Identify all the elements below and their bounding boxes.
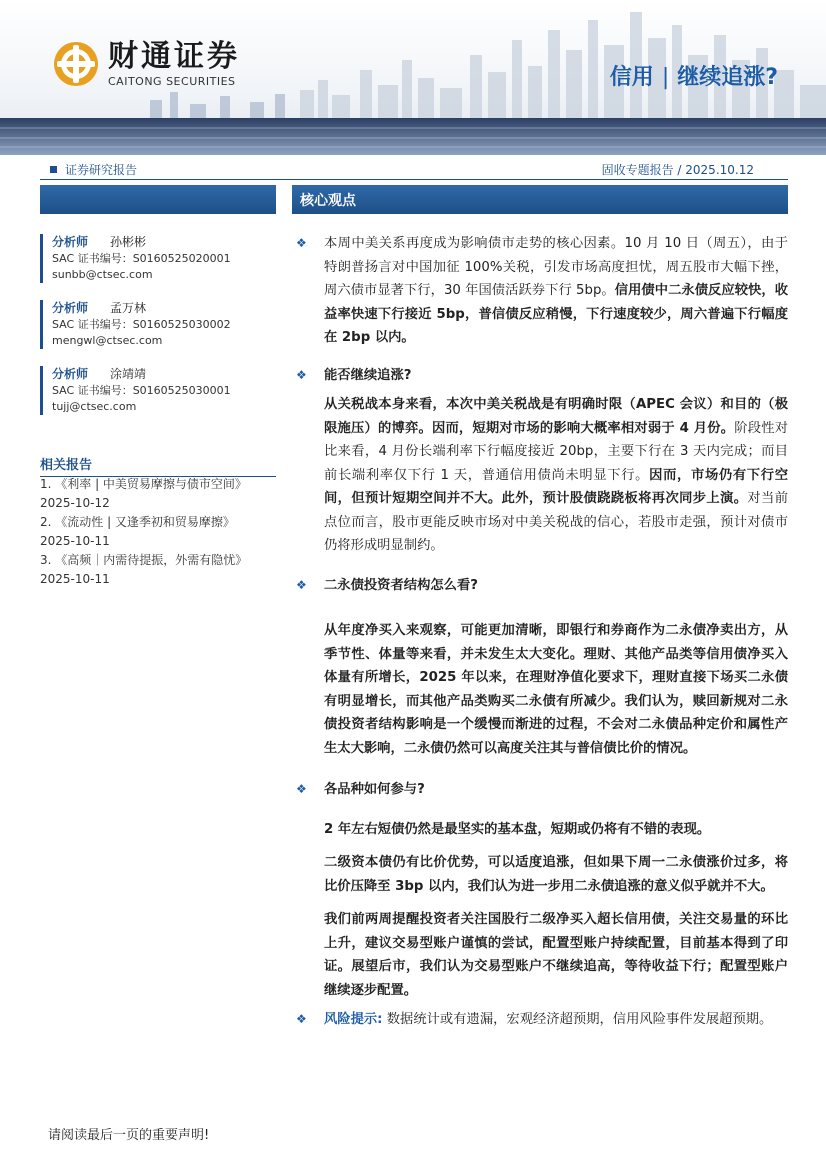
related-reports-list <box>40 475 276 589</box>
report-title-topic: 信用 <box>609 65 654 90</box>
answer-paragraph <box>292 619 788 760</box>
core-views-body <box>292 232 788 1046</box>
report-type-text: 证券研究报告 <box>65 163 138 177</box>
question-text: 各品种如何参与? <box>324 782 425 797</box>
related-report-date: 2025-10-11 <box>40 534 110 548</box>
analyst-card <box>40 300 276 349</box>
question-heading <box>292 364 788 388</box>
report-category-date: 固收专题报告 / 2025.10.12 <box>601 163 754 177</box>
analyst-name: 孙彬彬 <box>110 235 147 249</box>
risk-label: 风险提示: <box>324 1012 383 1027</box>
related-report-title[interactable]: 3. 《高频｜内需待提振，外需有隐忧》 <box>40 553 248 567</box>
answer-bold-text: 因而，市场仍有下行空间，但预计短期空间并不大。此外，预计股债跷跷板将再次同步上演。 <box>324 467 788 506</box>
answer-text: 阶段性对比来看，4 月份长端利率下行幅度接近 20bp，主要下行在 3 天内完成；而目前长端利率仅下行 1 天，普通信用债尚未明显下行。 <box>324 420 788 483</box>
related-reports-title: 相关报告 <box>40 454 276 477</box>
answer-paragraph <box>292 851 788 898</box>
answer-paragraph <box>292 818 788 842</box>
related-report-date: 2025-10-11 <box>40 572 110 586</box>
summary-text: 本周中美关系再度成为影响债市走势的核心因素。10 月 10 日（周五），由于特朗普扬言对中国加征 100%关税，引发市场高度担忧，周五股市大幅下挫，周六债市显著下行，30 年国债活跃券下行 5bp。 <box>324 236 788 298</box>
analyst-role: 分析师 <box>52 235 89 249</box>
question-heading <box>292 778 788 802</box>
question-text: 能否继续追涨? <box>324 367 412 383</box>
report-title-separator: | <box>661 65 670 90</box>
answer-paragraph <box>292 393 788 558</box>
analyst-card <box>40 234 276 283</box>
related-report-item[interactable] <box>40 475 276 513</box>
answer-bold-text: 从年度净买入来观察，可能更加清晰，即银行和券商作为二永债净卖出方，从季节性、体量等来看，并未发生太大变化。理财、其他产品类等信用债净买入体量有所增长，2025 年以来，在理财净值化要求下，理财直接下场买二永债有明显增长，而其他产品类购买二永债有所减少。我们认为，赎回新规对二永债投资者结构影响是一个缓慢而渐进的过程，不会对二永债品种定价和属性产生太大影响，二永债仍然可以高度关注其与普信债比价的情况。 <box>324 623 788 756</box>
diamond-bullet-icon: ❖ <box>296 782 307 796</box>
diamond-bullet-icon: ❖ <box>296 1012 307 1026</box>
header-banner <box>0 0 826 155</box>
analyst-name: 孟万林 <box>110 301 147 315</box>
related-report-title[interactable]: 1. 《利率 | 中美贸易摩擦与债市空间》 <box>40 477 247 491</box>
sidebar-header-bar <box>40 185 276 214</box>
summary-paragraph <box>292 232 788 350</box>
analyst-name: 涂靖靖 <box>110 367 147 381</box>
summary-bold-text: 信用债中二永债反应较快，收益率快速下行接近 5bp，普信债反应稍慢，下行速度较少，周六普遍下行幅度在 2bp 以内。 <box>324 283 789 345</box>
analyst-sac: SAC 证书编号：S0160525030001 <box>52 384 231 397</box>
square-bullet-icon <box>50 166 57 173</box>
core-views-heading: 核心观点 <box>292 185 788 214</box>
diamond-bullet-icon: ❖ <box>296 577 307 592</box>
answer-bold-text: 从关税战本身来看，本次中美关税战是有明确时限（APEC 会议）和目的（极限施压）的博弈。因而，短期对市场的影响大概率相对弱于 4 月份。 <box>324 397 788 436</box>
report-title <box>610 60 778 91</box>
logo-chinese-name: 财通证券 <box>108 38 240 74</box>
risk-text: 数据统计或有遗漏，宏观经济超预期，信用风险事件发展超预期。 <box>386 1012 773 1027</box>
answer-bold-text: 我们前两周提醒投资者关注国股行二级净买入超长信用债，关注交易量的环比上升，建议交易型账户谨慎的尝试，配置型账户持续配置，目前基本得到了印证。展望后市，我们认为交易型账户不继续追高，等待收益下行；配置型账户继续逐步配置。 <box>324 912 788 998</box>
analyst-email: mengwl@ctsec.com <box>52 334 163 347</box>
diamond-bullet-icon: ❖ <box>296 236 307 250</box>
related-report-title[interactable]: 2. 《流动性 | 又逢季初和贸易摩擦》 <box>40 515 235 529</box>
analyst-email: tujj@ctsec.com <box>52 400 137 413</box>
related-report-item[interactable] <box>40 513 276 551</box>
question-heading <box>292 574 788 598</box>
answer-bold-text: 二级资本债仍有比价优势，可以适度追涨，但如果下周一二永债涨价过多，将比价压降至 3bp 以内，我们认为进一步用二永债追涨的意义似乎就并不大。 <box>324 855 788 894</box>
risk-warning <box>292 1008 788 1032</box>
analyst-card <box>40 366 276 415</box>
report-type-label <box>50 161 137 178</box>
disclaimer-notice: 请阅读最后一页的重要声明! <box>48 1128 210 1143</box>
analyst-email: sunbb@ctsec.com <box>52 268 153 281</box>
analyst-role: 分析师 <box>52 367 89 381</box>
report-title-main: 继续追涨? <box>677 65 778 90</box>
question-text: 二永债投资者结构怎么看? <box>324 577 478 593</box>
related-report-date: 2025-10-12 <box>40 496 110 510</box>
header-divider <box>40 179 788 180</box>
analyst-sac: SAC 证书编号：S0160525020001 <box>52 252 231 265</box>
company-logo <box>52 40 240 88</box>
answer-text: 对当前点位而言，股市更能反映市场对中美关税战的信心，若股市走强，预计对债市仍将形成明显制约。 <box>324 491 789 553</box>
logo-emblem-icon <box>52 40 100 88</box>
logo-english-name: CAITONG SECURITIES <box>108 74 236 88</box>
answer-paragraph <box>292 908 788 1002</box>
diamond-bullet-icon: ❖ <box>296 367 307 382</box>
analyst-role: 分析师 <box>52 301 89 315</box>
answer-bold-text: 2 年左右短债仍然是最坚实的基本盘，短期或仍将有不错的表现。 <box>324 821 711 837</box>
analyst-sac: SAC 证书编号：S0160525030002 <box>52 318 231 331</box>
related-report-item[interactable] <box>40 551 276 589</box>
